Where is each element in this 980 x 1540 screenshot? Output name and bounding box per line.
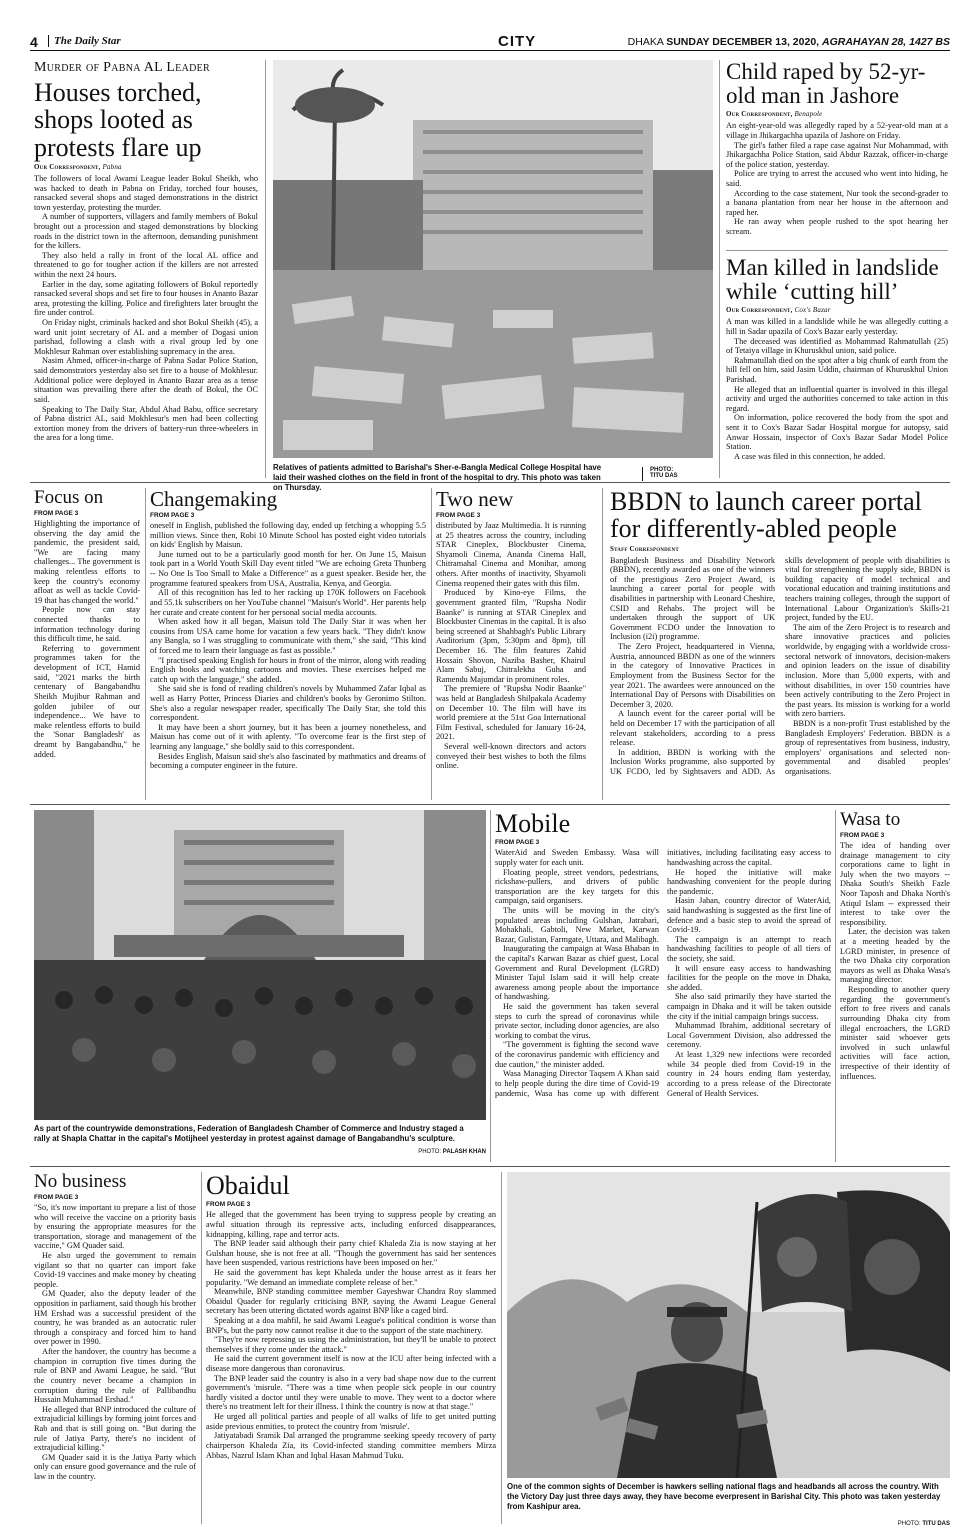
- from-page: FROM PAGE 3: [150, 512, 195, 520]
- article-landslide: [726, 256, 948, 461]
- paragraph: He urged all political parties and people of all walks of life to get united putting aside previous enmities, to protect the country from 'misrule'.: [206, 1412, 496, 1431]
- paragraph: Hasin Jahan, country director of WaterAid, said handwashing is suggested as the first line of defence and a basic step to avoid the spread of Covid-19.: [667, 896, 831, 935]
- paragraph: Speaking to The Daily Star, Abdul Ahad Babu, office secretary of Pabna district AL, said Mokhlesur's men had been collecting extortion money from the drivers of battery-run three-wheelers in the area for a long time.: [34, 404, 258, 443]
- paragraph: He ran away when people rushed to the spot hearing her scream.: [726, 217, 948, 236]
- byline: [34, 163, 258, 171]
- paragraph: He alleged that BNP introduced the culture of extrajudicial killings by forming joint forces and Rab and that is still going on. "But during the rule of Jatiya Party, there's no incident of extrajudicial killing.": [34, 1404, 196, 1453]
- article-body: [495, 848, 831, 1098]
- barishal-photo-caption: Relatives of patients admitted to Barishal's Sher-e-Bangla Medical College Hospital have laid their washed clothes on the field in front of the hospital to dry. This photo was taken on Thursday.: [273, 463, 602, 493]
- paragraph: An eight-year-old was allegedly raped by a 52-year-old man at a village in Jhikargachha upazila of Jashore on Friday.: [726, 121, 948, 140]
- byline-place: Benapole: [794, 110, 823, 119]
- paragraph: Earlier in the day, some agitating followers of Bokul reportedly ransacked several shops and set fire to four houses in Ananto Bazar area, protesting the killing. Police and firefighters later brought the fire under control.: [34, 279, 258, 318]
- dateline-place: DHAKA: [627, 36, 664, 48]
- paragraph: They also held a rally in front of the local AL office and threatened to go for tougher action if the killers are not arrested within the next 24 hours.: [34, 250, 258, 279]
- paper-name: The Daily Star: [48, 35, 121, 47]
- dateline-date: SUNDAY DECEMBER 13, 2020,: [666, 36, 820, 48]
- paragraph: Floating people, street vendors, pedestrians, rickshaw-pullers, and drivers of public transportation are the key targets for this campaign, said organisers.: [495, 867, 659, 906]
- paragraph: Referring to government programmes taken for the development of ICT, Hamid said, "2021 marks the birth centenary of Bangabandhu Sheikh Mujibur Rahman and golden jubilee of our independence... We have to make relentless efforts to build the 'Sonar Bangladesh' as dreamt by Bangabandhu," he added.: [34, 643, 140, 759]
- paragraph: She said she is fond of reading children's novels by Muhammed Zafar Iqbal as well as Harry Potter, Princess Diaries and children's books by Geronimo Stilton. She's also a regular newspaper reader, specifically The Daily Star, she told this correspondent.: [150, 684, 426, 723]
- paragraph: All of this recognition has led to her racking up 170K followers on Facebook and 55.1k subscribers on her YouTube channel "Maisun's World". Her parents help her curate and create content for her personal social media accounts.: [150, 588, 426, 617]
- photo-graphic: [507, 1172, 950, 1478]
- article-bbdn: [610, 488, 950, 777]
- paragraph: Nasim Ahmed, officer-in-charge of Pabna Sadar Police Station, said demonstrators yesterday also set fire to a house of Mokhlesur. Additional police were deployed in Ananto Bazar area as a tense situation was prevailing there after the death of Bokul, the OC said.: [34, 356, 258, 404]
- article-body: [34, 519, 140, 759]
- paragraph: distributed by Jaaz Multimedia. It is running at 25 theatres across the country, including STAR Cineplex, Blockbuster Cinema, Shyamoli Cinema, Ananda Cinema Hall, Chitramahal Cinema and Monihar, among others. After months of inactivity, Shyamoli Cinema reopened their gates with this film.: [436, 521, 586, 588]
- article-body: [34, 1203, 196, 1482]
- article-body: [726, 121, 948, 236]
- paragraph: Highlighting the importance of observing the day amid the pandemic, the president said, "We are facing many challenges... The government is making relentless efforts to keep the country's economy afloat as well as tackle Covid-19 that has changed the world.": [34, 518, 140, 605]
- paragraph: He also urged the government to remain vigilant so that no quarter can import fake Covid-19 vaccines and make money by cheating people.: [34, 1250, 196, 1289]
- paragraph: Later, the decision was taken at a meeting headed by the LGRD minister, in presence of the two Dhaka city corporation mayors as well as Dhaka Wasa's managing director.: [840, 927, 950, 985]
- from-page: FROM PAGE 3: [34, 1193, 79, 1201]
- headline: BBDN to launch career portal for differently-abled people: [610, 487, 922, 544]
- paragraph: The BNP leader said although their party chief Khaleda Zia is now staying at her Gulshan house, she is not free at all. "Though the government has said her sentences have been suspended, various restrictions have been imposed on her.": [206, 1239, 496, 1268]
- article-mobile: [495, 810, 831, 1098]
- paragraph: Speaking at a doa mahfil, he said Awami League's political condition is worse than BNP's, but the party now cannot realise it due to the support of the state machinery.: [206, 1316, 496, 1335]
- article-focus: [34, 488, 140, 759]
- paragraph: Wasa Managing Director Taqsem A Khan said to help people during the dire time of Covid-19 pandemic, Wasa has come up with different initiatives, including facilitating easy access to handwashing across the capital.: [495, 848, 831, 1098]
- paragraph: The aim of the Zero Project is to research and share innovative practices and policies worldwide, by engaging with a worldwide cross-sectoral network of innovators, decision-makers and opinion leaders on the issue of disability inclusion. More than 5,000 experts, with and without disabilities, in over 150 countries have been actively contributing to the Zero Project in the past years. Its mission is working for a world with zero barriers.: [785, 622, 950, 719]
- photo-graphic: [273, 60, 713, 458]
- paragraph: She also said primarily they have started the campaign in Dhaka and it will be taken outside the city if the initial campaign brings success.: [667, 992, 831, 1021]
- paragraph: The girl's father filed a rape case against Nur Mohammad, with Jhikargachha Police Station, said Abdur Razzak, officer-in-charge of the police station, yesterday.: [726, 140, 948, 169]
- barishal-hospital-photo: [273, 60, 713, 458]
- flag-photo-caption: One of the common sights of December is hawkers selling national flags and headbands all across the country. With the Victory Day just three days away, they have become everpresent in Barishal City. This photo was taken yesterday from Kashipur area.: [507, 1482, 941, 1512]
- article-wasa: [840, 810, 950, 1081]
- paragraph: In addition, BBDN is working with the Inclusion Works programme, also supported by UK FCDO, led by Sightsavers and ADD. As skills development of people with disabilities is vital for strengthening the supply side, BBDN is building capacity of model technical and vocational education and training institutions and teachers training colleges, through the support of International Labour Organization's Skills-21 project, funded by the EU.: [610, 555, 950, 776]
- paragraph: Besides English, Maisun said she's also fascinated by mathmatics and dreams of becoming a computer engineer in the future.: [150, 751, 426, 771]
- page-masthead: [30, 33, 950, 51]
- photo-graphic: [34, 810, 486, 1120]
- paragraph: WaterAid and Sweden Embassy. Wasa will supply water for each unit.: [495, 848, 659, 867]
- paragraph: He said the current government itself is now at the ICU after being infected with a disease more dangerous than coronavirus.: [206, 1354, 496, 1374]
- paragraph: He alleged that the government has been trying to suppress people by creating an awful situation through its repressive acts, including enforced disappearances, kidnapping, killing, rape and terror acts.: [206, 1210, 496, 1239]
- barishal-photo-credit: [650, 467, 710, 479]
- photo-caption-divider: [642, 467, 643, 481]
- paragraph: "So, it's now important to prepare a list of those who will receive the vaccine on a priority basis by ensuring the appropriate measures for the transportation, storage and management of the vaccine," GM Quader said.: [34, 1202, 196, 1251]
- paragraph: It will ensure easy access to handwashing facilities for the people on the move in Dhaka, she added.: [667, 963, 831, 992]
- paragraph: "I practised speaking English for hours in front of the mirror, along with reading English books and watching cartoons and movies. These exercises helped me catch up with the language," she added.: [150, 655, 426, 684]
- paragraph: The BNP leader said the country is also in a very bad shape now due to the current government's 'misrule. "There was a time when people sick people in our country hardly visited a doctor until they were unable to move. They went to a doctor where there's no treatment left for their illness. I think the country is now at that stage.": [206, 1373, 496, 1412]
- paragraph: Jatiyatabadi Sramik Dal arranged the programme seeking speedy recovery of party chairperson Khaleda Zia, its Covid-infected standing committee members Mirza Abbas, Nazrul Islam Khan and Iqbal Hasan Mahmud Tuku.: [206, 1431, 496, 1460]
- byline-text: Our Correspondent,: [726, 306, 793, 315]
- headline: Mobile: [495, 809, 571, 838]
- byline-text: Our Correspondent,: [726, 110, 793, 119]
- paragraph: Meanwhile, BNP standing committee member Gayeshwar Chandra Roy slammed Obaidul Quader for regularly criticising BNP, saying the Awami League General secretary has been uttering dictated words against BNP like a caged bird.: [206, 1287, 496, 1316]
- paragraph: Responding to another query regarding the government's effort to free rivers and canals surrounding Dhaka city from illegal encroachers, the LGRD minister said whoever gets involved in such unlawful activities will face action, irrespective of their identity of influences.: [840, 985, 950, 1081]
- paragraph: A man was killed in a landslide while he was allegedly cutting a hill in Sadar upazila of Cox's Bazar early yesterday.: [726, 317, 948, 336]
- paragraph: A number of supporters, villagers and family members of Bokul brought out a procession and staged demonstrations by blocking roads in the district town in the afternoon, demanding punishment for the killers.: [34, 212, 258, 251]
- paragraph: A case was filed in this connection, he added.: [734, 451, 886, 461]
- article-body: [34, 174, 258, 443]
- headline: Two new: [436, 487, 514, 511]
- from-page: FROM PAGE 3: [206, 1201, 251, 1209]
- paragraph: On Friday night, criminals hacked and shot Bokul Sheikh (45), a ward unit joint secretary of AL and a member of Dogasi union parishad, following a clash with a rival group led by one Mokhlesur Rahman over establishing supremacy in the area.: [34, 318, 258, 356]
- headline: Wasa to: [840, 809, 901, 830]
- article-twonew: [436, 488, 586, 771]
- paragraph: Rahmatullah died on the spot after a big chunk of earth from the hill fell on him, said Jasim Uddin, chairman of Khuruskhul Union Parishad.: [726, 355, 948, 384]
- byline: [726, 110, 948, 118]
- from-page: FROM PAGE 3: [840, 831, 885, 839]
- byline-text: Our Correspondent,: [34, 162, 101, 171]
- article-body: [436, 521, 586, 771]
- article-jashore: [726, 60, 948, 237]
- page-number: 4: [30, 34, 38, 50]
- from-page: FROM PAGE 3: [436, 512, 481, 520]
- motijheel-rally-photo: [34, 810, 486, 1120]
- dateline-bengali: AGRAHAYAN 28, 1427 BS: [822, 36, 950, 48]
- byline-place: Pabna: [102, 162, 122, 171]
- paragraph: The Zero Project, headquartered in Vienna, Austria, announced BBDN as one of the winners in the category of Innovative Practices in Employment from the Business Sector for the year 2021. The awardees were announced on the International Day of Persons with Disabilities on December 3, 2020.: [610, 642, 775, 709]
- paragraph: June turned out to be a particularly good month for her. On June 15, Maisun took part in a World Youth Skill Day event titled "We are echoing Greta Thunberg -- No One Is Too Small to Make a Difference" as a guest speaker. Beside her, the programme featured speakers from USA, Australia, Kenya, and Georgia.: [150, 549, 426, 588]
- paragraph: The premiere of "Rupsha Nodir Baanke" was held at Bangladesh Shilpakala Academy on December 10. The film will have its world premiere at the 51st Goa International Film Festival, scheduled for January 16-24, 2021.: [436, 684, 586, 742]
- headline: Man killed in landslide while ‘cutting hill’: [726, 255, 939, 305]
- rally-photo-caption: As part of the countrywide demonstrations, Federation of Bangladesh Chamber of Commerce and Industry staged a rally at Shapla Chattar in the capital's Motijheel yesterday in protest against damage of Bangabandhu's sculpture.: [34, 1124, 464, 1144]
- article-obaidul: [206, 1172, 496, 1460]
- paragraph: Several well-known directors and actors conveyed their best wishes to both the films online.: [436, 742, 586, 771]
- byline: [726, 306, 948, 314]
- paragraph: People now can stay connected thanks to information technology during this difficult time, he said.: [34, 605, 140, 644]
- credit-label: PHOTO:: [418, 1149, 442, 1155]
- paragraph: After the handover, the country has become a champion in corruption five times during the rule of BNP and Awami League, he said. "But the country never became a champion in corruption during the rule of Pallibandhu Hussain Muhammad Ershad.": [34, 1347, 196, 1405]
- from-page: FROM PAGE 3: [495, 839, 540, 847]
- byline: Staff Correspondent: [610, 544, 679, 553]
- paragraph: Bangladesh Business and Disability Network (BBDN), recently awarded as one of the winners of the prestigious Zero Project Award, is launching a career portal for people with disabilities in partnership with Leonard Cheshire, CSID and Rehabs. The project will be undertaken through the support of UK Government FCDO under the Innovation to Inclusion (i2i) programme.: [610, 555, 775, 642]
- headline: No business: [34, 1171, 127, 1192]
- paragraph: He hoped the initiative will make handwashing convenient for the people during the pandemic.: [667, 867, 831, 896]
- paragraph: The deceased was identified as Mohammad Rahmatullah (25) of Tetaiya village in Khuruskhul union, said police.: [726, 336, 948, 356]
- flag-hawker-photo: [507, 1172, 950, 1478]
- article-body: [726, 317, 948, 461]
- paragraph: On information, police recovered the body from the spot and sent it to Cox's Bazar Sadar Hospital morgue for autopsy, said Anwar Hossain, inspector of Cox's Bazar Sadar Model Police Station.: [726, 413, 948, 452]
- article-body: [206, 1210, 496, 1460]
- paragraph: The followers of local Awami League leader Bokul Sheikh, who was hacked to death in Pabna on Friday, torched four houses, ransacked several shops and staged demonstrations in the district town yesterday, protesting the murder.: [34, 173, 258, 212]
- article-body: [150, 521, 426, 771]
- headline: Child raped by 52-yr-old man in Jashore: [726, 59, 926, 109]
- rally-photo-credit: [330, 1149, 486, 1155]
- section-name: CITY: [498, 33, 537, 50]
- article-body: [840, 841, 950, 1081]
- paragraph: When asked how it all began, Maisun told The Daily Star it was when her cousins from USA came home for vacation a few years back. "They didn't know any Bangla, so I was struggling to communicate with them," she said, "This kind of forced me to learn their language as fast as possible.": [150, 617, 426, 655]
- paragraph: "The government is fighting the second wave of the coronavirus pandemic with efficiency and due caution," the minister added.: [495, 1040, 659, 1069]
- paragraph: It may have been a short journey, but it has been a journey nonetheless, and Maisun has come out of it with aplenty. "To overcome fear is the first step of learning any language," she boldly said to this correspondent.: [150, 722, 426, 752]
- from-page: FROM PAGE 3: [34, 509, 79, 517]
- paragraph: The idea of handing over drainage management to city corporations came to light in July when the two mayors -- Dhaka South's Sheikh Fazle Noor Taposh and Dhaka North's Atiqul Islam -- expressed their interest to take over the responsibility.: [840, 840, 950, 927]
- paragraph: Produced by Kino-eye Films, the government granted film, "Rupsha Nodir Baanke" is running at STAR Cineplex and Blockbuster Cinemas in the capital. It is also being screened at Shahbagh's Public Library Auditorium (3pm, 5:30pm and 8pm), till December 16. The film features Zahid Hossain Shovon, Naziba Basher, Khairul Alam Sabuj, Chitralekha Guha and Ramendu Majumdar in prominent roles.: [436, 588, 586, 684]
- byline-place: Cox's Bazar: [794, 306, 831, 315]
- paragraph: He alleged that an influential quarter is involved in this illegal activity and urged the authorities concerned to take action in this regard.: [726, 384, 948, 413]
- flag-photo-credit: [820, 1521, 950, 1527]
- dateline: [628, 36, 950, 48]
- paragraph: "They're now repressing us using the administration, but they'll be unable to protect themselves if they come under the attack.": [206, 1335, 496, 1354]
- paragraph: According to the case statement, Nur took the second-grader to a banana plantation from near her house in the afternoon and raped her.: [726, 188, 948, 217]
- paragraph: A launch event for the career portal will be held on December 17 with the participation of all relevant stakeholders, according to a press release.: [610, 709, 775, 748]
- credit-label: PHOTO:: [897, 1521, 921, 1527]
- paragraph: Inaugurating the campaign at Wasa Bhaban in the capital's Karwan Bazar as chief guest, Local Government and Rural Development (LGRD) Minister Tajul Islam said it will help create awareness among people about the importance of handwashing.: [495, 944, 659, 1002]
- credit-label: PHOTO:: [650, 467, 674, 473]
- headline: Obaidul: [206, 1171, 290, 1200]
- paragraph: The units will be moving in the city's populated areas including Gulshan, Jatrabari, Mohakhali, Gabtoli, New Market, Karwan Bazar, Gulistan, Farmgate, Uttara, and Malibagh.: [495, 905, 659, 944]
- article-nobusiness: [34, 1172, 196, 1482]
- paragraph: He said the government has taken several steps to curb the spread of coronavirus while private sector, including donor agencies, are also working to combat the virus.: [495, 1002, 659, 1040]
- kicker: Murder of Pabna AL Leader: [34, 60, 210, 75]
- article-pabna: [34, 60, 258, 443]
- paragraph: GM Quader, also the deputy leader of the opposition in parliament, said though his brother HM Ershad was a successful president of the country, he was branded as an autocratic ruler through a conspiracy and forced him to hand over power in 1990.: [34, 1289, 196, 1347]
- article-changemaking: [150, 488, 426, 771]
- paragraph: oneself in English, published the following day, ended up fetching a whopping 5.5 million views. Since then, Robi 10 Minute School has posted eight video tutorials on kids' English by Maisun.: [150, 521, 426, 550]
- headline: Houses torched, shops looted as protests flare up: [34, 78, 202, 162]
- paragraph: Muhammad Ibrahim, additional secretary of Local Government Division, also addressed the ceremony.: [667, 1021, 831, 1050]
- headline: Changemaking: [150, 487, 278, 511]
- paragraph: He said the government has kept Khaleda under the house arrest as it fears her popularity. "We demand an immediate complete release of her.": [206, 1267, 496, 1287]
- paragraph: Police are trying to arrest the accused who went into hiding, he said.: [726, 169, 948, 188]
- paragraph: BBDN is a non-profit Trust established by the Bangladesh Employers' Federation. BBDN is a group of representatives from business, industry, employers' organisations and selected non-governmental and disabled peoples' organisations.: [785, 718, 950, 776]
- credit-name: PALASH KHAN: [442, 1149, 486, 1155]
- paragraph: At least 1,329 new infections were recorded while 34 people died from Covid-19 in the country in 24 hours ending 8am yesterday, according to a press release of the Directorate General of Health Services.: [667, 1050, 831, 1098]
- article-body: [610, 556, 950, 777]
- credit-name: TITU DAS: [650, 473, 678, 479]
- paragraph: GM Quader said it is the Jatiya Party which only can ensure good governance and the rule of law in the country.: [34, 1452, 196, 1481]
- paragraph: The campaign is an attempt to reach handwashing facilities to people of all tiers of the society, she said.: [667, 934, 831, 963]
- headline: Focus on: [34, 487, 104, 508]
- credit-name: TITU DAS: [922, 1521, 950, 1527]
